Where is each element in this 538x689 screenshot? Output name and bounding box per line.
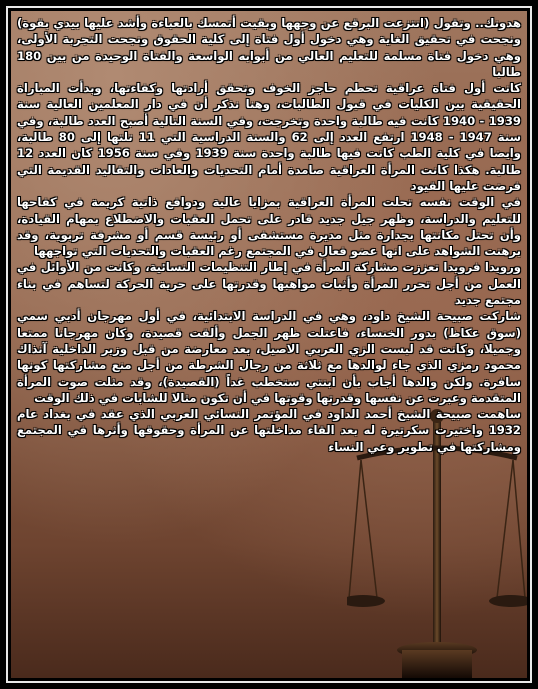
paragraph: في الوقت نفسه تحلت المرأة العراقية بمزايا عالية ودوافع ذاتية كريمة في كفاحها للتعليم والدراسة، وظهر جيل جديد قادر على تحمل العقبات والاضطلاع بمهام القيادة، وأن تحتل مكانتها بجدارة مثل مديرة مستشفى أو رئيسة قسم أو مشرفة تربوية، وقد برهنت الشواهد على انها عضو فعال في المجتمع رغم العقبات والتحديات التي تواجهها — [17, 195, 521, 259]
paragraph: ورويدا فرويدا تعززت مشاركة المرأة في إطار التنظيمات النسائية، وكانت من الأوائل في العمل من أجل تحرر المرأة وأثبات مواهبها وقدرتها على حرية الحركة لتساهم في بناء مجتمع جديد — [17, 260, 521, 308]
paragraph: شاركت صبيحة الشيخ داود، وهي في الدراسة الابتدائية، في أول مهرجان أدبي سمي (سوق عكاظ) بدور الخنساء، فاعتلت ظهر الجمل وألقت قصيدة، وكان مهرجانا ممتعا وجميلا، وكانت قد لبست الزي العربي الاصيل، بعد معارضة من قبل وزير الداخلية آنذاك محمود رمزي الذي جاء لوالدها مع ثلاثة من رجال الشرطة من أجل منع مشاركتها كونها سافرة. ولكن والدها أجاب بأن ابنتي ستخطب غداً (القصيدة)، وقد مثلت صوت المرأة المتقدمة وعبرت عن نفسها وقدرتها وقوتها في أن تكون مثالا للشابات في ذلك الوقت — [17, 309, 521, 405]
content-panel — [11, 11, 527, 678]
paragraph: هدونك.. وتقول (انتزعت البرقع عن وجهها وبقيت أتمسك بالعباءة وأشد عليها بيدي بقوة) ونجحت في تحقيق الغاية وهي دخول أول فتاة إلى كلية الحقوق ونجحت التجربة الأولى، وهي دخول فتاة مسلمة للتعليم العالي من أبوابه الواسعة والفتاة الوحيدة من بين 180 طالبا — [17, 16, 521, 79]
paragraph: ساهمت صبيحة الشيخ أحمد الداود في المؤتمر النسائي العربي الذي عقد في بغداد عام 1932 واختيرت سكرتيرة له بعد القاء مداخلتها عن المرأة وحقوقها وأثرها في المجتمع ومشاركتها في تطوير وعي النساء — [17, 407, 521, 454]
paragraph: كانت أول فتاة عراقية تحطم حاجز الخوف وتحقق أرادتها وكفاءتها، وبدأت المباراة الحقيقية بين الكليات في قبول الطالبات، وهنا نذكر أن في دار المعلمين العالية سنة 1939 - 1940 كانت فيه طالبة واحدة وتخرجت، وفي السنة التالية أصبح العدد طالبة، وفي سنة 1947 - 1948 ارتفع العدد إلى 62 والسنة الدراسية التي 11 تلتها إلى 80 طالبة، وايضا في كلية الطب كانت فيها طالبة واحدة سنة 1939 وفي سنة 1956 كان العدد 12 طالبة. هكذا كانت المرأة العراقية صامدة أمام التحديات والعادات والتقاليد القديمة التي فرضت عليها القيود — [17, 81, 521, 193]
article-text — [17, 15, 521, 535]
